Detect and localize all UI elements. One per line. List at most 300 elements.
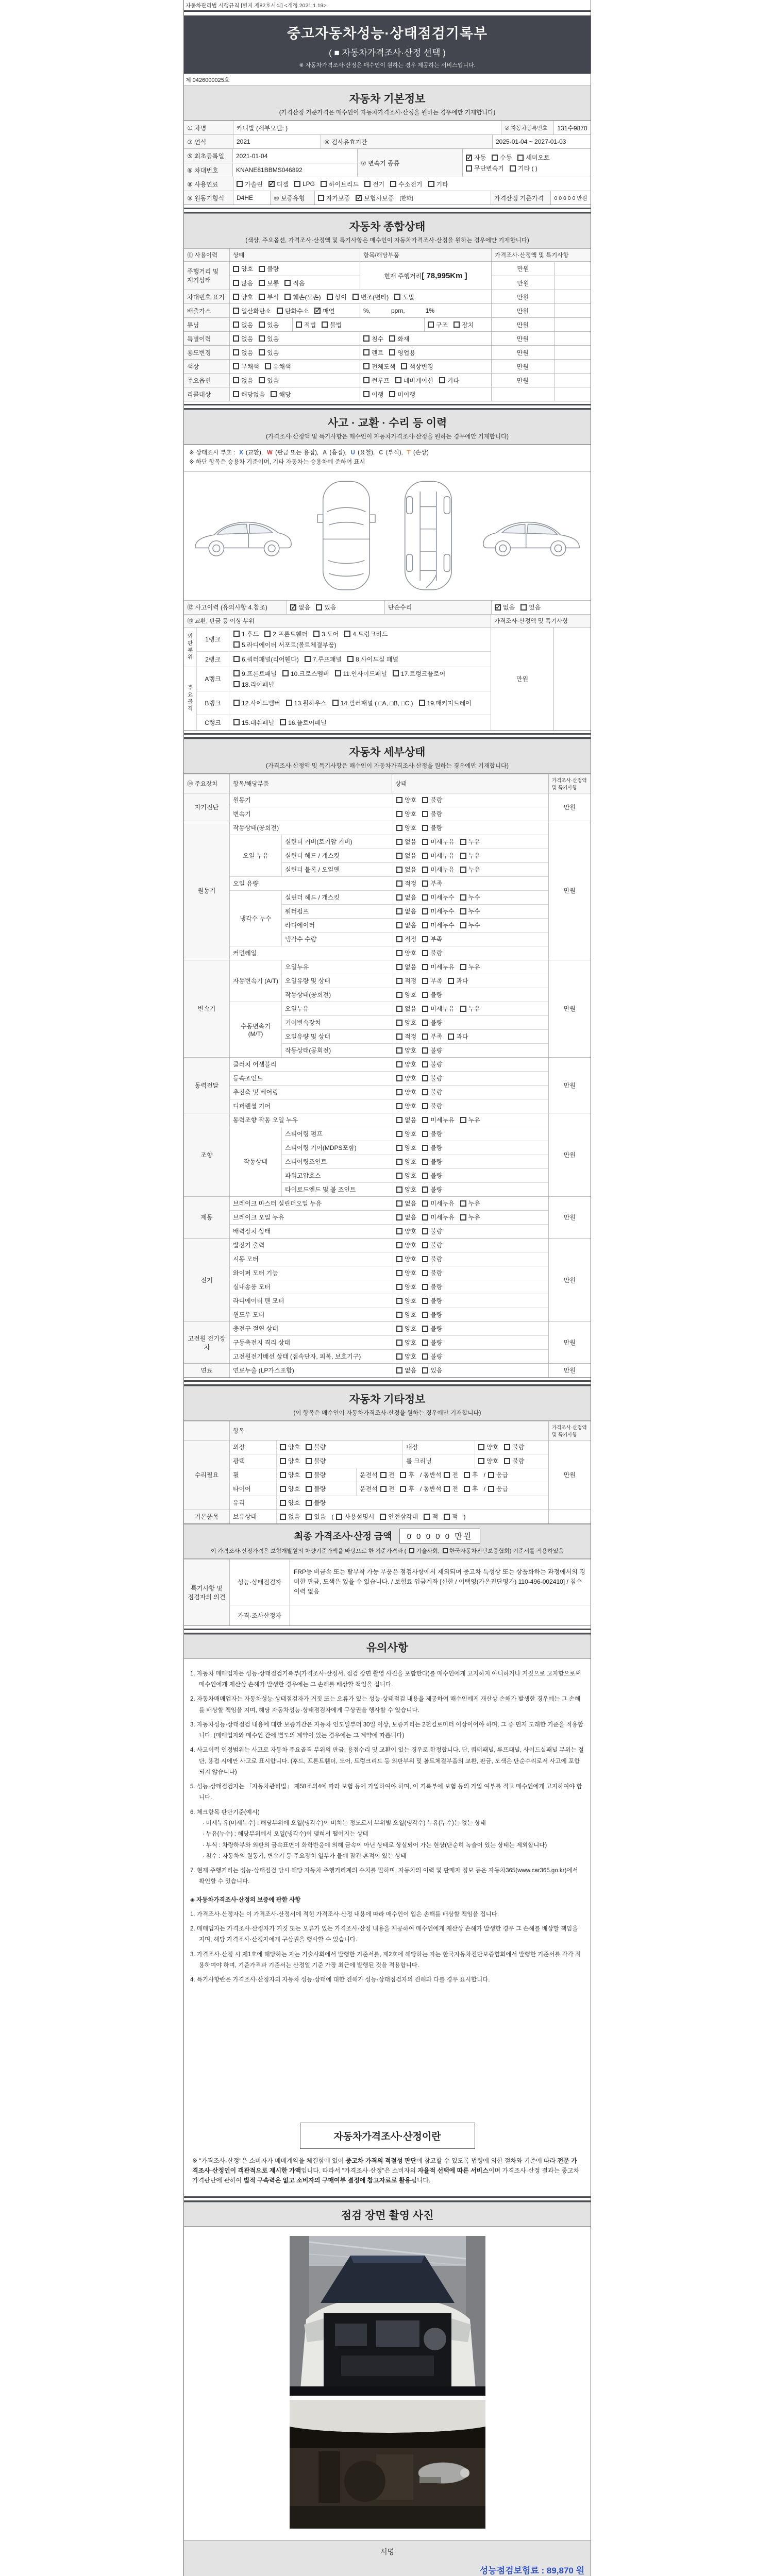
checkbox-해당없음[interactable] xyxy=(233,391,239,397)
checkbox-양호[interactable] xyxy=(396,1061,402,1067)
checkbox-기타[interactable] xyxy=(428,181,434,187)
detail-col-item: 항목/해당부품 xyxy=(229,774,392,793)
checkbox-option: 적정 xyxy=(396,935,416,943)
checkbox-option: 색상변경 xyxy=(401,362,433,371)
detail-row xyxy=(282,849,548,862)
reg-no-label: ② 자동차등록번호 xyxy=(501,121,553,134)
checkbox-무단변속기[interactable] xyxy=(466,165,472,172)
checkbox-수소전기[interactable] xyxy=(390,181,396,187)
checkbox-불량[interactable] xyxy=(422,1089,428,1095)
checkbox-없음[interactable] xyxy=(233,321,239,328)
checkbox-없음[interactable] xyxy=(396,922,402,928)
overall-col-usage: ⑪ 사용이력 xyxy=(184,249,229,261)
checkbox-7.루프패널[interactable] xyxy=(305,656,311,662)
checkbox-option: 미세누유 xyxy=(422,1199,454,1208)
checkbox-group xyxy=(363,362,439,371)
detail-state xyxy=(393,946,548,960)
exchange-price-cell xyxy=(491,628,591,730)
checkbox-option: 15.대쉬패널 xyxy=(233,718,274,727)
checkbox-일산화탄소[interactable] xyxy=(233,308,239,314)
checkbox-8.사이드실 패널[interactable] xyxy=(347,656,354,662)
checkbox-없음[interactable] xyxy=(396,1200,402,1207)
checkbox-보통[interactable] xyxy=(259,280,265,286)
checkbox-양호[interactable] xyxy=(396,1312,402,1318)
checkbox-부족[interactable] xyxy=(422,936,428,942)
checkbox-불량[interactable] xyxy=(422,1075,428,1081)
checkbox-group xyxy=(233,362,297,371)
checkbox-option: 양호 xyxy=(396,1338,416,1347)
checkbox-option: 불량 xyxy=(306,1498,326,1507)
checkbox-양호[interactable] xyxy=(280,1472,286,1478)
checkbox-불량[interactable] xyxy=(422,1173,428,1179)
price-cell: 만원 xyxy=(491,304,554,317)
checkbox-양호[interactable] xyxy=(280,1500,286,1506)
checkbox-영업용[interactable] xyxy=(389,349,395,355)
checkbox-option: 미세누수 xyxy=(422,893,454,902)
checkbox-양호[interactable] xyxy=(280,1444,286,1450)
checkbox-색상변경[interactable] xyxy=(401,363,407,369)
checkbox-미세누유[interactable] xyxy=(422,1006,428,1012)
checkbox-기타[interactable] xyxy=(439,377,445,383)
checkbox-option: 양호 xyxy=(396,1018,416,1027)
checkbox-세미오토[interactable] xyxy=(517,155,524,161)
checkbox-option: 가솔린 xyxy=(237,180,263,189)
checkbox-응급[interactable] xyxy=(488,1472,494,1478)
checkbox-미세누유[interactable] xyxy=(422,964,428,970)
checkbox-12.사이드멤버[interactable] xyxy=(233,700,240,706)
checkbox-렌트[interactable] xyxy=(363,349,369,355)
item-cell: %, ppm, 1% xyxy=(360,304,491,317)
checkbox-후[interactable] xyxy=(464,1472,470,1478)
checkbox-누유[interactable] xyxy=(460,1214,466,1221)
checkbox-group xyxy=(396,976,474,985)
checkbox-탄화수소[interactable] xyxy=(277,308,283,314)
checkbox-불량[interactable] xyxy=(422,1187,428,1193)
checkbox-불량[interactable] xyxy=(422,1326,428,1332)
checkbox-group xyxy=(233,669,486,689)
status-code-legend: ※ 상태표시 부호 : X (교환), W (판금 또는 용접), A (흠집), U (요철), C (부식), T (손상) xyxy=(189,450,429,456)
checkbox-하이브리드[interactable] xyxy=(321,181,327,187)
checkbox-누유[interactable] xyxy=(460,867,466,873)
checkbox-수동[interactable] xyxy=(492,155,498,161)
checkbox-후[interactable] xyxy=(400,1472,406,1478)
checkbox-미세누수[interactable] xyxy=(422,922,428,928)
checkbox-option: 양호 xyxy=(396,809,416,818)
checkbox-불량[interactable] xyxy=(422,1020,428,1026)
checkbox-불량[interactable] xyxy=(422,1061,428,1067)
checkbox-없음[interactable] xyxy=(396,853,402,859)
checkbox-전[interactable] xyxy=(444,1486,450,1492)
checkbox-양호[interactable] xyxy=(396,950,402,956)
photo-rear-underbody xyxy=(290,2400,485,2529)
checkbox-누수[interactable] xyxy=(460,922,466,928)
checkbox-불량[interactable] xyxy=(422,1353,428,1360)
checkbox-불량[interactable] xyxy=(306,1500,312,1506)
checkbox-누유[interactable] xyxy=(460,964,466,970)
checkbox-1.후드[interactable] xyxy=(233,631,240,637)
checkbox-불량[interactable] xyxy=(306,1472,312,1478)
checkbox-19.패키지트레이[interactable] xyxy=(419,700,425,706)
checkbox-과다[interactable] xyxy=(448,978,454,984)
checkbox-적정[interactable] xyxy=(396,936,402,942)
checkbox-양호[interactable] xyxy=(280,1458,286,1464)
checkbox-option: 많음 xyxy=(233,279,253,287)
exchange-label: ⑬ 교환, 판금 등 이상 부위 xyxy=(184,615,491,627)
simple-repair-options xyxy=(491,601,591,614)
checkbox-불량[interactable] xyxy=(306,1486,312,1492)
checkbox-양호[interactable] xyxy=(396,1242,402,1248)
checkbox-불량[interactable] xyxy=(422,1284,428,1290)
checkbox-불량[interactable] xyxy=(422,1312,428,1318)
checkbox-2.프론트휀더[interactable] xyxy=(264,631,271,637)
checkbox-훼손(오손)[interactable] xyxy=(284,294,291,300)
checkbox-누유[interactable] xyxy=(460,1117,466,1123)
checkbox-누유[interactable] xyxy=(460,839,466,845)
checkbox-양호[interactable] xyxy=(396,992,402,998)
checkbox-9.프론트패널[interactable] xyxy=(233,670,240,676)
checkbox-양호[interactable] xyxy=(478,1444,484,1450)
checkbox-group xyxy=(396,1143,448,1152)
detail-state xyxy=(393,1308,548,1321)
checkbox-누유[interactable] xyxy=(460,1200,466,1207)
checkbox-있음[interactable] xyxy=(422,1367,428,1374)
checkbox-없음[interactable] xyxy=(396,964,402,970)
checkbox-양호[interactable] xyxy=(396,1145,402,1151)
checkbox-부식[interactable] xyxy=(259,294,265,300)
checkbox-한국자동차진단보증협회[interactable] xyxy=(443,1548,448,1553)
engine-label: ⑨ 원동기형식 xyxy=(184,191,233,205)
checkbox-option: 7.루프패널 xyxy=(305,655,342,664)
detail-row xyxy=(230,1239,548,1252)
checkbox-불량[interactable] xyxy=(422,1145,428,1151)
checkbox-있음[interactable] xyxy=(259,321,265,328)
checkbox-불량[interactable] xyxy=(422,1256,428,1262)
overall-row xyxy=(184,317,591,331)
checkbox-불법[interactable] xyxy=(322,321,328,328)
checkbox-없음[interactable] xyxy=(233,377,239,383)
checkbox-양호[interactable] xyxy=(233,294,239,300)
checkbox-불량[interactable] xyxy=(422,1270,428,1276)
checkbox-option: 양호 xyxy=(396,1282,416,1291)
checkbox-option: 양호 xyxy=(396,1088,416,1096)
checkbox-없음[interactable] xyxy=(396,867,402,873)
checkbox-있음[interactable] xyxy=(316,604,322,611)
detail-row xyxy=(230,1280,548,1294)
checkbox-불량[interactable] xyxy=(422,1103,428,1109)
checkbox-양호[interactable] xyxy=(396,797,402,803)
checkbox-과다[interactable] xyxy=(448,1033,454,1040)
checkbox-썬루프[interactable] xyxy=(363,377,369,383)
checkbox-미세누유[interactable] xyxy=(422,867,428,873)
checkbox-18.리어패널[interactable] xyxy=(233,681,240,687)
detail-item: 오일유량 및 상태 xyxy=(285,1033,330,1041)
rank-row xyxy=(197,691,491,715)
checkbox-없음[interactable] xyxy=(280,1514,286,1520)
opinion-inspector-text: FRP등 비금속 또는 탈부착 가능 부품은 점검사항에서 제외되며 중고차 특성상 또는 상품화하는 과정에서의 경미한 판금, 도색은 있을 수 있습니다. / 보험료 입금계좌 [신한 / 이택영(가온진단평가) 110-496-002410] / 침수이력 없음 xyxy=(289,1560,591,1605)
detail-row xyxy=(282,1015,548,1029)
checkbox-불량[interactable] xyxy=(422,1047,428,1054)
checkbox-매연[interactable] xyxy=(314,308,321,314)
checkbox-양호[interactable] xyxy=(396,1270,402,1276)
checkbox-누수[interactable] xyxy=(460,908,466,914)
checkbox-구조[interactable] xyxy=(428,321,434,328)
checkbox-group xyxy=(396,1282,448,1291)
checkbox-불량[interactable] xyxy=(504,1458,510,1464)
checkbox-장치[interactable] xyxy=(453,321,460,328)
checkbox-option: 불량 xyxy=(422,809,442,818)
checkbox-양호[interactable] xyxy=(396,1159,402,1165)
checkbox-group xyxy=(396,1074,448,1082)
etc-cell: 룸 크리닝 xyxy=(402,1454,475,1468)
checkbox-불량[interactable] xyxy=(422,811,428,817)
checkbox-침수[interactable] xyxy=(363,335,369,342)
checkbox-5.라디에이터 서포트(볼트체결부품)[interactable] xyxy=(233,641,240,648)
detail-item: 오일누유 xyxy=(285,963,309,971)
checkbox-6.쿼터패널(리어휀다)[interactable] xyxy=(233,656,240,662)
checkbox-양호[interactable] xyxy=(396,1326,402,1332)
checkbox-미세누수[interactable] xyxy=(422,894,428,901)
checkbox-17.트렁크플로어[interactable] xyxy=(393,670,399,676)
checkbox-option: 부족 xyxy=(422,879,442,888)
checkbox-group xyxy=(233,264,284,273)
checkbox-불량[interactable] xyxy=(422,1159,428,1165)
checkbox-LPG[interactable] xyxy=(294,181,300,187)
checkbox-잭[interactable] xyxy=(424,1514,430,1520)
checkbox-안전삼각대[interactable] xyxy=(380,1514,386,1520)
checkbox-미세누유[interactable] xyxy=(422,1117,428,1123)
checkbox-option: 불량 xyxy=(422,1241,442,1249)
etc-row xyxy=(230,1440,548,1454)
price-cell: 만원 xyxy=(491,346,554,359)
checkbox-양호[interactable] xyxy=(396,1187,402,1193)
checkbox-미세누유[interactable] xyxy=(422,839,428,845)
checkbox-응급[interactable] xyxy=(488,1486,494,1492)
checkbox-누유[interactable] xyxy=(460,853,466,859)
detail-row xyxy=(282,1141,548,1155)
checkbox-부족[interactable] xyxy=(422,978,428,984)
checkbox-불량[interactable] xyxy=(422,950,428,956)
checkbox-무채색[interactable] xyxy=(233,363,239,369)
checkbox-11.인사이드패널[interactable] xyxy=(335,670,341,676)
checkbox-group xyxy=(233,320,284,329)
detail-state xyxy=(393,1322,548,1335)
checkbox-양호[interactable] xyxy=(396,1298,402,1304)
checkbox-option: 불량 xyxy=(422,1129,442,1138)
checkbox-option: 없음 xyxy=(396,1115,416,1124)
checkbox-전[interactable] xyxy=(380,1486,386,1492)
checkbox-불량[interactable] xyxy=(422,1242,428,1248)
detail-price: 만원 xyxy=(548,1197,591,1238)
checkbox-14.필러패널 ( □A, □B, □C )[interactable] xyxy=(332,700,339,706)
checkbox-기타 ( )[interactable] xyxy=(510,165,516,172)
checkbox-group xyxy=(478,1443,530,1451)
checkbox-option: 있음 xyxy=(316,603,336,612)
detail-row xyxy=(230,1113,548,1127)
checkbox-불량[interactable] xyxy=(259,266,265,272)
checkbox-group xyxy=(280,1484,331,1493)
checkbox-기술사회,[interactable] xyxy=(409,1548,414,1553)
checkbox-불량[interactable] xyxy=(422,797,428,803)
checkbox-있음[interactable] xyxy=(306,1514,312,1520)
checkbox-있음[interactable] xyxy=(259,349,265,355)
checkbox-option: 불량 xyxy=(504,1443,524,1451)
checkbox-사용설명서[interactable] xyxy=(336,1514,342,1520)
checkbox-양호[interactable] xyxy=(396,1131,402,1137)
checkbox-양호[interactable] xyxy=(396,1353,402,1360)
checkbox-적정[interactable] xyxy=(396,978,402,984)
first-reg-value: 2021-01-04 xyxy=(236,152,268,160)
checkbox-보험사보증[interactable] xyxy=(356,195,362,201)
checkbox-유채색[interactable] xyxy=(265,363,271,369)
checkbox-option: 2.프론트휀더 xyxy=(264,630,308,638)
checkbox-해당[interactable] xyxy=(271,391,277,397)
checkbox-양호[interactable] xyxy=(396,1284,402,1290)
checkbox-전[interactable] xyxy=(444,1472,450,1478)
checkbox-많음[interactable] xyxy=(233,280,239,286)
checkbox-자가보증[interactable] xyxy=(318,195,324,201)
checkbox-적음[interactable] xyxy=(284,280,291,286)
checkbox-불량[interactable] xyxy=(422,825,428,831)
price-note-cell xyxy=(554,304,591,317)
checkbox-양호[interactable] xyxy=(478,1458,484,1464)
checkbox-없음[interactable] xyxy=(396,908,402,914)
checkbox-있음[interactable] xyxy=(259,377,265,383)
checkbox-없음[interactable] xyxy=(233,349,239,355)
checkbox-전[interactable] xyxy=(380,1472,386,1478)
checkbox-없음[interactable] xyxy=(396,1006,402,1012)
checkbox-불량[interactable] xyxy=(422,1298,428,1304)
checkbox-가솔린[interactable] xyxy=(237,181,243,187)
checkbox-불량[interactable] xyxy=(422,992,428,998)
checkbox-미세누유[interactable] xyxy=(422,1200,428,1207)
checkbox-없음[interactable] xyxy=(495,604,501,611)
detail-item: 작동상태(공회전) xyxy=(285,991,331,999)
checkbox-불량[interactable] xyxy=(422,1340,428,1346)
detail-item: 윈도우 모터 xyxy=(233,1311,265,1319)
checkbox-양호[interactable] xyxy=(396,1103,402,1109)
checkbox-option: 기타 xyxy=(428,180,448,189)
detail-item: 동력조향 작동 오일 누유 xyxy=(233,1116,298,1124)
checkbox-있음[interactable] xyxy=(259,335,265,342)
checkbox-미이행[interactable] xyxy=(389,391,395,397)
checkbox-적정[interactable] xyxy=(396,880,402,887)
checkbox-없음[interactable] xyxy=(396,894,402,901)
checkbox-없음[interactable] xyxy=(396,839,402,845)
checkbox-없음[interactable] xyxy=(396,1214,402,1221)
checkbox-양호[interactable] xyxy=(396,1075,402,1081)
checkbox-option: 불량 xyxy=(422,1046,442,1055)
checkbox-없음[interactable] xyxy=(290,604,296,611)
checkbox-없음[interactable] xyxy=(233,335,239,342)
checkbox-option: 있음 xyxy=(306,1512,326,1521)
checkbox-양호[interactable] xyxy=(396,1256,402,1262)
checkbox-없음[interactable] xyxy=(396,1117,402,1123)
detail-row xyxy=(282,1127,548,1141)
warranty-options xyxy=(318,194,399,202)
checkbox-적정[interactable] xyxy=(396,1033,402,1040)
warranty-note: [한화] xyxy=(399,195,413,201)
checkbox-적법[interactable] xyxy=(296,321,302,328)
checkbox-4.트렁크리드[interactable] xyxy=(344,631,350,637)
checkbox-불량[interactable] xyxy=(422,1228,428,1234)
checkbox-화재[interactable] xyxy=(389,335,395,342)
checkbox-option: 기타 ( ) xyxy=(510,164,537,173)
checkbox-양호[interactable] xyxy=(396,825,402,831)
checkbox-미세누유[interactable] xyxy=(422,853,428,859)
checkbox-누수[interactable] xyxy=(460,894,466,901)
checkbox-불량[interactable] xyxy=(306,1458,312,1464)
checkbox-양호[interactable] xyxy=(396,1089,402,1095)
checkbox-네비게이션[interactable] xyxy=(395,377,401,383)
checkbox-10.크로스멤버[interactable] xyxy=(282,670,289,676)
detail-row xyxy=(282,1002,548,1015)
checkbox-도말[interactable] xyxy=(394,294,400,300)
checkbox-16.플로어패널[interactable] xyxy=(280,719,286,725)
checkbox-미세누수[interactable] xyxy=(422,908,428,914)
detail-table xyxy=(184,774,591,1378)
wheel-detail: 운전석 전 후 / 동반석 전 후 / 응급 xyxy=(360,1471,509,1479)
page-subtitle: ( ■ 자동차가격조사·산정 선택 ) xyxy=(329,48,446,58)
checkbox-양호[interactable] xyxy=(396,1047,402,1054)
checkbox-디젤[interactable] xyxy=(268,181,275,187)
checkbox-있음[interactable] xyxy=(520,604,527,611)
detail-item: 라디에이터 팬 모터 xyxy=(233,1297,284,1305)
rank-items xyxy=(229,628,491,651)
checkbox-option: 양호 xyxy=(233,293,253,301)
checkbox-잭[interactable] xyxy=(444,1514,450,1520)
checkbox-양호[interactable] xyxy=(233,266,239,272)
checkbox-양호[interactable] xyxy=(280,1486,286,1492)
checkbox-후[interactable] xyxy=(400,1486,406,1492)
checkbox-option: 양호 xyxy=(478,1456,498,1465)
accident-notes xyxy=(184,445,591,471)
checkbox-option: 미세누유 xyxy=(422,962,454,971)
checkbox-부족[interactable] xyxy=(422,1033,428,1040)
checkbox-불량[interactable] xyxy=(504,1444,510,1450)
checkbox-후[interactable] xyxy=(464,1486,470,1492)
checkbox-누유[interactable] xyxy=(460,1006,466,1012)
checkbox-group xyxy=(233,699,477,707)
checkbox-양호[interactable] xyxy=(396,1228,402,1234)
detail-row xyxy=(282,891,548,904)
checkbox-변조(변타)[interactable] xyxy=(352,294,359,300)
checkbox-이행[interactable] xyxy=(363,391,369,397)
checkbox-부족[interactable] xyxy=(422,880,428,887)
checkbox-전기[interactable] xyxy=(364,181,371,187)
checkbox-자동[interactable] xyxy=(466,155,472,161)
checkbox-option: 17.트렁크플로어 xyxy=(393,669,445,678)
checkbox-상이[interactable] xyxy=(327,294,333,300)
checkbox-불량[interactable] xyxy=(306,1444,312,1450)
checkbox-양호[interactable] xyxy=(396,1020,402,1026)
detail-item: 기어변속장치 xyxy=(285,1019,321,1027)
device-label: 연료 xyxy=(184,1364,229,1377)
checkbox-15.대쉬패널[interactable] xyxy=(233,719,240,725)
etc-table xyxy=(184,1421,591,1524)
checkbox-양호[interactable] xyxy=(396,1173,402,1179)
checkbox-option: 해당 xyxy=(271,390,291,399)
checkbox-불량[interactable] xyxy=(422,1131,428,1137)
checkbox-3.도어[interactable] xyxy=(313,631,320,637)
checkbox-13.휠하우스[interactable] xyxy=(286,700,292,706)
checkbox-양호[interactable] xyxy=(396,811,402,817)
checkbox-option: 불량 xyxy=(306,1456,326,1465)
checkbox-양호[interactable] xyxy=(396,1340,402,1346)
checkbox-없음[interactable] xyxy=(396,1367,402,1374)
checkbox-전체도색[interactable] xyxy=(363,363,369,369)
checkbox-option: 적법 xyxy=(296,320,316,329)
checkbox-미세누유[interactable] xyxy=(422,1214,428,1221)
